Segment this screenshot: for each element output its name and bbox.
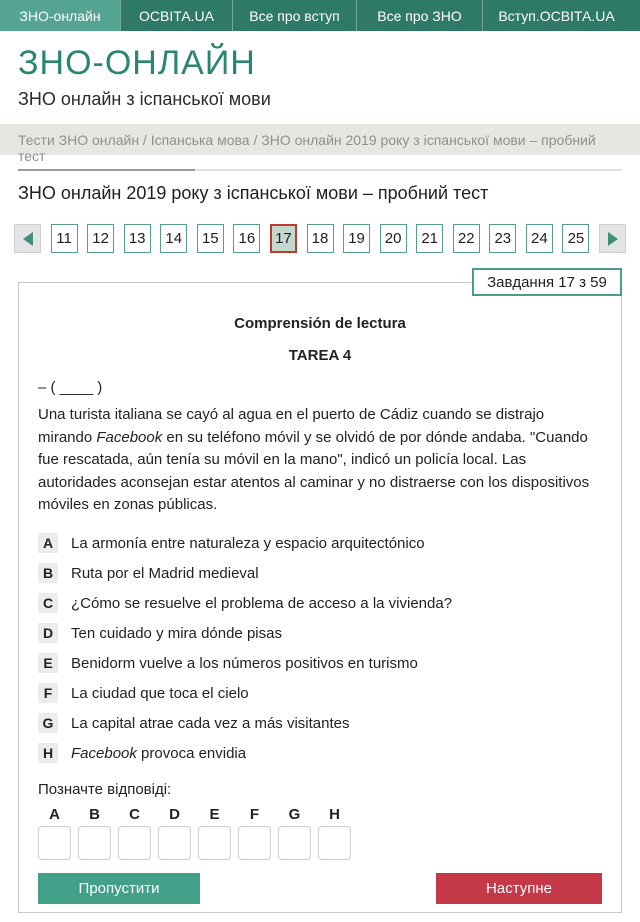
- nav-tab-vse-pro-zno[interactable]: [356, 0, 482, 31]
- answer-letter: H: [329, 805, 340, 823]
- answer-input-f[interactable]: [238, 826, 271, 860]
- page-button[interactable]: 11: [51, 224, 78, 253]
- answer-column-a: [38, 806, 71, 860]
- option-letter-badge: B: [38, 563, 58, 583]
- breadcrumb[interactable]: Тести ЗНО онлайн / Іспанська мова / ЗНО онлайн 2019 року з іспанської мови – пробний тест: [0, 124, 640, 155]
- option-row-a: [38, 533, 602, 554]
- next-page-button[interactable]: [599, 224, 626, 253]
- question-pagination: [0, 224, 640, 253]
- top-navigation: [0, 0, 640, 31]
- page-button[interactable]: 23: [489, 224, 516, 253]
- paragraph-italic-text: Facebook: [96, 428, 163, 446]
- option-text: Ten cuidado y mira dónde pisas: [71, 624, 282, 642]
- answer-letter: G: [288, 805, 301, 823]
- answer-letter: D: [169, 805, 180, 823]
- question-paragraph: [38, 404, 602, 517]
- answer-input-h[interactable]: [318, 826, 351, 860]
- page-button[interactable]: 21: [416, 224, 443, 253]
- option-text: Facebook provoca envidia: [71, 744, 247, 762]
- nav-tab-zno-online[interactable]: [0, 0, 120, 31]
- task-progress-badge: Завдання 17 з 59: [472, 268, 622, 296]
- next-button[interactable]: Наступне: [436, 873, 602, 904]
- page-button[interactable]: 19: [343, 224, 370, 253]
- option-row-c: [38, 593, 602, 614]
- site-header: [0, 31, 640, 110]
- answer-column-f: [238, 806, 271, 860]
- prev-page-button[interactable]: [14, 224, 41, 253]
- answer-letter: C: [129, 805, 140, 823]
- option-letter-badge: G: [38, 713, 58, 733]
- page-button[interactable]: 18: [307, 224, 334, 253]
- page-button[interactable]: 12: [87, 224, 114, 253]
- section-divider-accent: [18, 169, 195, 171]
- answer-letter: F: [249, 805, 260, 823]
- option-letter-badge: E: [38, 653, 58, 673]
- section-divider: [18, 169, 622, 171]
- prev-arrow-icon: [23, 232, 33, 246]
- answer-input-c[interactable]: [118, 826, 151, 860]
- option-letter-badge: D: [38, 623, 58, 643]
- next-arrow-icon: [608, 232, 618, 246]
- nav-tab-vse-pro-vstup[interactable]: [232, 0, 356, 31]
- action-buttons-row: [38, 873, 602, 904]
- option-text: Ruta por el Madrid medieval: [71, 564, 259, 582]
- answers-grid: [38, 806, 602, 860]
- answer-column-b: [78, 806, 111, 860]
- answer-column-g: [278, 806, 311, 860]
- question-section-title: Comprensión de lectura: [234, 315, 406, 332]
- nav-tab-osvita-ua[interactable]: [120, 0, 232, 31]
- option-row-f: [38, 683, 602, 704]
- answer-column-h: [318, 806, 351, 860]
- question-gap-line: – ( ____ ): [38, 379, 103, 396]
- option-letter-badge: F: [38, 683, 58, 703]
- option-letter-badge: A: [38, 533, 58, 553]
- nav-tab-label: Все про вступ: [249, 7, 340, 24]
- answer-column-d: [158, 806, 191, 860]
- option-text: ¿Cómo se resuelve el problema de acceso a la vivienda?: [71, 594, 453, 612]
- nav-tab-label: ЗНО-онлайн: [19, 7, 101, 24]
- option-row-e: [38, 653, 602, 674]
- answer-letter: B: [89, 805, 100, 823]
- nav-tab-label: Все про ЗНО: [377, 7, 462, 24]
- page-button[interactable]: 20: [380, 224, 407, 253]
- answer-column-e: [198, 806, 231, 860]
- answer-input-a[interactable]: [38, 826, 71, 860]
- answer-letter: A: [49, 805, 60, 823]
- answer-input-g[interactable]: [278, 826, 311, 860]
- nav-tab-vstup-osvita-ua[interactable]: [482, 0, 630, 31]
- question-task-title: TAREA 4: [288, 347, 352, 364]
- answer-input-b[interactable]: [78, 826, 111, 860]
- site-logo-title[interactable]: ЗНО-ОНЛАЙН: [18, 44, 256, 82]
- page-button[interactable]: 13: [124, 224, 151, 253]
- option-row-b: [38, 563, 602, 584]
- page-button[interactable]: 16: [233, 224, 260, 253]
- nav-filler: [630, 0, 640, 31]
- page-button-current[interactable]: 17: [270, 224, 297, 253]
- answer-column-c: [118, 806, 151, 860]
- question-card-wrapper: [18, 273, 622, 913]
- option-row-d: [38, 623, 602, 644]
- paragraph-text: Una turista italiana se cayó al agua en el puerto de Cádiz cuando se distrajo mirando: [38, 406, 545, 446]
- answer-input-e[interactable]: [198, 826, 231, 860]
- nav-tab-label: ОСВІТА.UA: [139, 7, 214, 24]
- question-card: [18, 282, 622, 913]
- nav-tab-label: Вступ.ОСВІТА.UA: [498, 7, 615, 24]
- page-button[interactable]: 24: [526, 224, 553, 253]
- skip-button[interactable]: Пропустити: [38, 873, 200, 904]
- page-button[interactable]: 22: [453, 224, 480, 253]
- answer-letter: E: [209, 805, 220, 823]
- option-row-g: [38, 713, 602, 734]
- page-button[interactable]: 15: [197, 224, 224, 253]
- mark-answers-label: Позначте відповіді:: [38, 780, 172, 798]
- option-text: La capital atrae cada vez a más visitantes: [71, 714, 350, 732]
- option-text: La armonía entre naturaleza y espacio arquitectónico: [71, 534, 425, 552]
- page-button[interactable]: 25: [562, 224, 589, 253]
- option-text: Benidorm vuelve a los números positivos en turismo: [71, 654, 418, 672]
- paragraph-text: en su teléfono móvil y se olvidó de por dónde andaba. "Cuando fue rescatada, aún tenía su móvil en la mano", indicó un policía local. Las autoridades aconsejan estar atentos al caminar y no distraerse con los dispositivos móviles en zonas públicas.: [38, 428, 590, 513]
- answer-options-list: [38, 533, 602, 764]
- site-subtitle: ЗНО онлайн з іспанської мови: [18, 89, 271, 109]
- option-row-h: [38, 743, 602, 764]
- option-letter-badge: H: [38, 743, 58, 763]
- option-letter-badge: C: [38, 593, 58, 613]
- page-title: ЗНО онлайн 2019 року з іспанської мови – пробний тест: [18, 183, 489, 203]
- answer-input-d[interactable]: [158, 826, 191, 860]
- page-button[interactable]: 14: [160, 224, 187, 253]
- option-text: La ciudad que toca el cielo: [71, 684, 249, 702]
